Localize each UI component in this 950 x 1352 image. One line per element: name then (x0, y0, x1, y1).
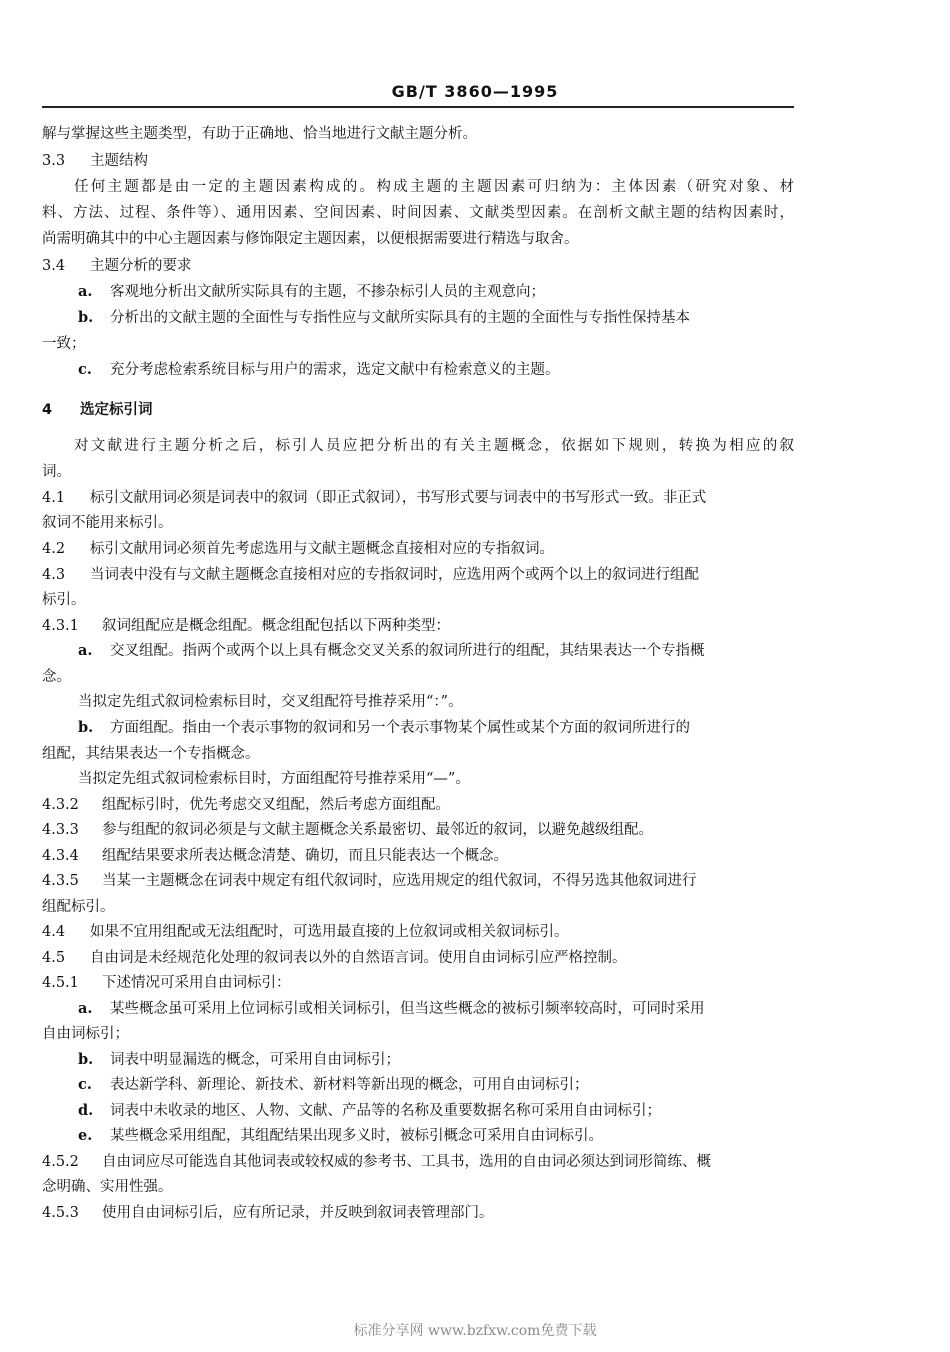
list-item: b. 词表中明显漏选的概念，可采用自由词标引； (78, 1051, 400, 1068)
list-item: b. 分析出的文献主题的全面性与专指性应与文献所实际具有的主题的全面性与专指性保持基本 (78, 309, 690, 326)
section-heading-3-3: 3.3 主题结构 (42, 153, 148, 169)
clause-4-1: 4.1 标引文献用词必须是词表中的叙词（即正式叙词），书写形式要与词表中的书写形式一致。非正式 (42, 490, 707, 506)
list-item: a. 客观地分析出文献所实际具有的主题，不掺杂标引人员的主观意向； (78, 283, 545, 300)
paragraph-line: 尚需明确其中的中心主题因素与修饰限定主题因素，以便根据需要进行精选与取舍。 (42, 231, 579, 247)
list-item: a. 某些概念虽可采用上位词标引或相关词标引，但当这些概念的被标引频率较高时，可同时采用 (78, 1000, 705, 1017)
paragraph-line: 解与掌握这些主题类型，有助于正确地、恰当地进行文献主题分析。 (42, 126, 477, 142)
clause-4-5: 4.5 自由词是未经规范化处理的叙词表以外的自然语言词。使用自由词标引应严格控制。 (42, 950, 627, 966)
list-item: b. 方面组配。指由一个表示事物的叙词和另一个表示事物某个属性或某个方面的叙词所进行的 (78, 719, 690, 736)
paragraph-line: 组配标引。 (42, 899, 115, 915)
paragraph-line: 标引。 (42, 592, 86, 608)
section-heading-3-4: 3.4 主题分析的要求 (42, 258, 192, 274)
clause-4-4: 4.4 如果不宜用组配或无法组配时，可选用最直接的上位叙词或相关叙词标引。 (42, 924, 569, 940)
clause-4-3: 4.3 当词表中没有与文献主题概念直接相对应的专指叙词时，应选用两个或两个以上的叙词进行组配 (42, 567, 699, 583)
note-line: 当拟定先组式叙词检索标目时，方面组配符号推荐采用“—”。 (78, 771, 470, 787)
paragraph-line: 叙词不能用来标引。 (42, 515, 173, 531)
clause-4-3-5: 4.3.5 当某一主题概念在词表中规定有组代叙词时，应选用规定的组代叙词，不得另选其他叙词进行 (42, 873, 697, 889)
clause-4-3-4: 4.3.4 组配结果要求所表达概念清楚、确切，而且只能表达一个概念。 (42, 848, 508, 864)
clause-4-5-1: 4.5.1 下述情况可采用自由词标引： (42, 975, 291, 991)
clause-4-5-2: 4.5.2 自由词应尽可能选自其他词表或较权威的参考书、工具书，选用的自由词必须达到词形简练、概 (42, 1154, 711, 1170)
section-heading-4: 4 选定标引词 (42, 402, 153, 418)
list-item: e. 某些概念采用组配，其组配结果出现多义时，被标引概念可采用自由词标引。 (78, 1127, 603, 1144)
list-item: c. 表达新学科、新理论、新技术、新材料等新出现的概念，可用自由词标引； (78, 1076, 589, 1093)
clause-4-2: 4.2 标引文献用词必须首先考虑选用与文献主题概念直接相对应的专指叙词。 (42, 541, 554, 557)
clause-4-5-3: 4.5.3 使用自由词标引后，应有所记录，并反映到叙词表管理部门。 (42, 1205, 494, 1221)
paragraph-line: 词。 (42, 464, 71, 480)
paragraph-line: 对文献进行主题分析之后，标引人员应把分析出的有关主题概念，依据如下规则，转换为相应的叙 (74, 438, 794, 454)
clause-4-3-2: 4.3.2 组配标引时，优先考虑交叉组配，然后考虑方面组配。 (42, 797, 450, 813)
paragraph-line: 念。 (42, 669, 71, 685)
note-line: 当拟定先组式叙词检索标目时，交叉组配符号推荐采用“：”。 (78, 694, 463, 710)
list-item: d. 词表中未收录的地区、人物、文献、产品等的名称及重要数据名称可采用自由词标引； (78, 1102, 661, 1119)
paragraph-line: 念明确、实用性强。 (42, 1179, 173, 1195)
document-code-header: GB/T 3860—1995 (391, 82, 559, 101)
paragraph-line: 料、方法、过程、条件等）、通用因素、空间因素、时间因素、文献类型因素。在剖析文献主题的结构因素时， (42, 205, 794, 221)
header-rule (42, 106, 794, 108)
list-item: a. 交叉组配。指两个或两个以上具有概念交叉关系的叙词所进行的组配，其结果表达一个专指概 (78, 642, 705, 659)
clause-4-3-1: 4.3.1 叙词组配应是概念组配。概念组配包括以下两种类型： (42, 618, 450, 634)
clause-4-3-3: 4.3.3 参与组配的叙词必须是与文献主题概念关系最密切、最邻近的叙词，以避免越级组配。 (42, 822, 653, 838)
paragraph-line: 任何主题都是由一定的主题因素构成的。构成主题的主题因素可归纳为：主体因素（研究对象、材 (74, 179, 794, 195)
paragraph-line: 一致； (42, 336, 86, 352)
watermark-footer: 标准分享网 www.bzfxw.com免费下载 (353, 1323, 597, 1339)
paragraph-line: 组配，其结果表达一个专指概念。 (42, 746, 260, 762)
paragraph-line: 自由词标引； (42, 1026, 129, 1042)
list-item: c. 充分考虑检索系统目标与用户的需求，选定文献中有检索意义的主题。 (78, 361, 560, 378)
